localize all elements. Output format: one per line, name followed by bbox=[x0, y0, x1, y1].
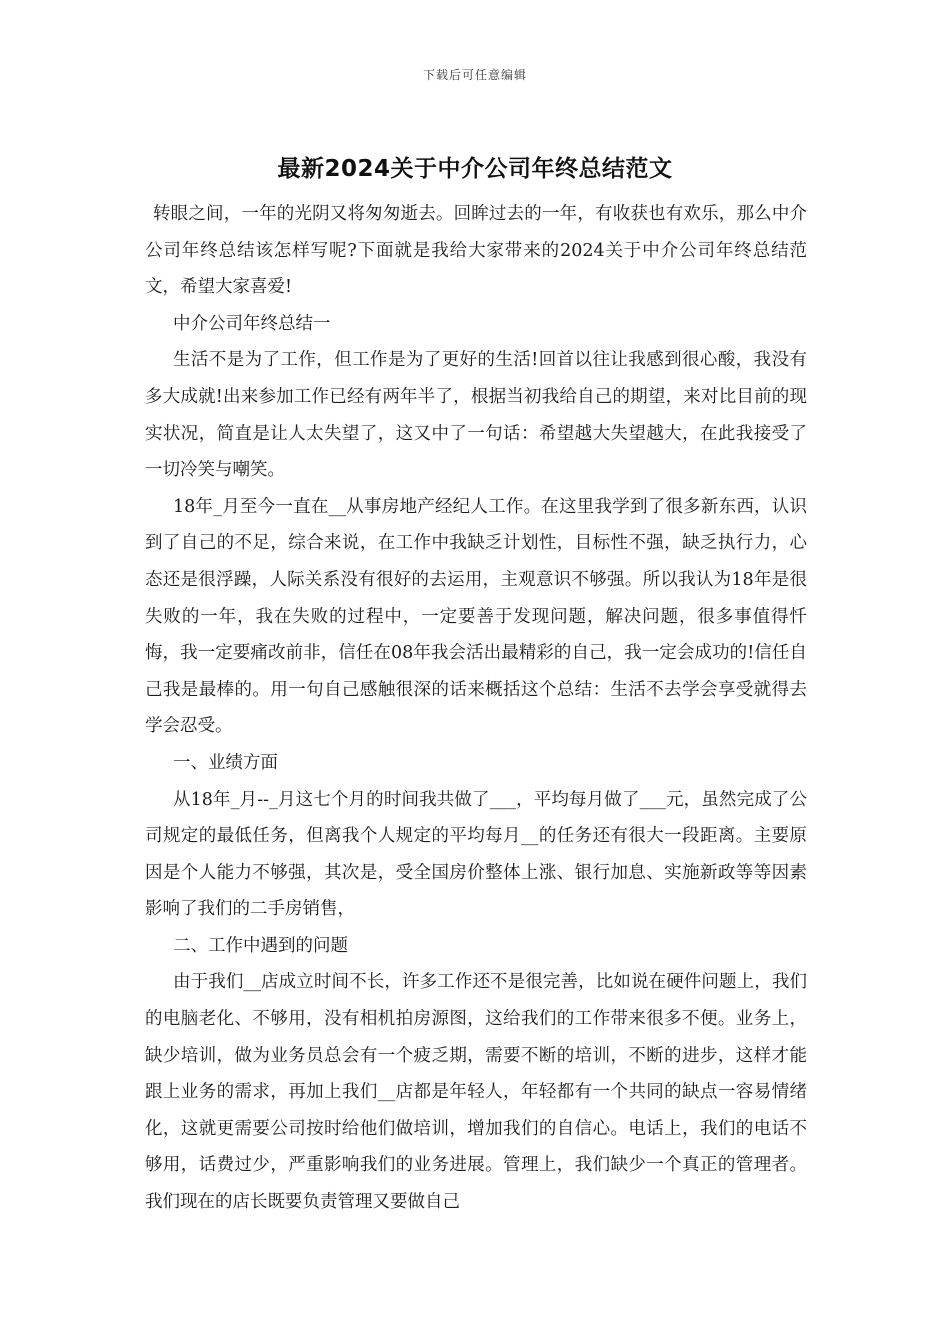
body-paragraph: 18年_月至今一直在__从事房地产经纪人工作。在这里我学到了很多新东西，认识到了自己的不足，综合来说，在工作中我缺乏计划性，目标性不强，缺乏执行力，心态还是很浮躁，人际关系没有很好的去运用，主观意识不够强。所以我认为18年是很失败的一年，我在失败的过程中，一定要善于发现问题，解决问题，很多事值得忏悔，我一定要痛改前非，信任在08年我会活出最精彩的自己，我一定会成功的!信任自己我是最棒的。用一句自己感触很深的话来概括这个总结：生活不去学会享受就得去学会忍受。 bbox=[145, 496, 807, 737]
body-paragraph: 生活不是为了工作，但工作是为了更好的生活!回首以往让我感到很心酸，我没有多大成就!出来参加工作已经有两年半了，根据当初我给自己的期望，来对比目前的现实状况，简直是让人太失望了，这又中了一句话：希望越大失望越大，在此我接受了一切冷笑与嘲笑。 bbox=[145, 350, 807, 481]
section-heading-problems: 二、工作中遇到的问题 bbox=[173, 935, 348, 956]
body-paragraph: 由于我们__店成立时间不长，许多工作还不是很完善，比如说在硬件问题上，我们的电脑老化、不够用，没有相机拍房源图，这给我们的工作带来很多不便。业务上，缺少培训，做为业务员总会有一个疲乏期，需要不断的培训，不断的进步，这样才能跟上业务的需求，再加上我们__店都是年轻人，年轻都有一个共同的缺点一容易情绪化，这就更需要公司按时给他们做培训，增加我们的自信心。电话上，我们的电话不够用，话费过少，严重影响我们的业务进展。管理上，我们缺少一个真正的管理者。我们现在的店长既要负责管理又要做自己 bbox=[145, 972, 807, 1213]
section-heading-summary-one: 中介公司年终总结一 bbox=[173, 313, 331, 334]
intro-paragraph: 转眼之间，一年的光阴又将匆匆逝去。回眸过去的一年，有收获也有欢乐，那么中介公司年终总结该怎样写呢?下面就是我给大家带来的2024关于中介公司年终总结范文，希望大家喜爱! bbox=[145, 204, 807, 298]
body-paragraph: 从18年_月--_月这七个月的时间我共做了___，平均每月做了___元，虽然完成了公司规定的最低任务，但离我个人规定的平均每月__的任务还有很大一段距离。主要原因是个人能力不够强，其次是，受全国房价整体上涨、银行加息、实施新政等等因素影响了我们的二手房销售， bbox=[145, 789, 807, 920]
header-note: 下载后可任意编辑 bbox=[422, 68, 527, 82]
document-title: 最新2024关于中介公司年终总结范文 bbox=[277, 156, 673, 182]
document-body bbox=[145, 196, 807, 1221]
section-heading-performance: 一、业绩方面 bbox=[173, 752, 278, 773]
